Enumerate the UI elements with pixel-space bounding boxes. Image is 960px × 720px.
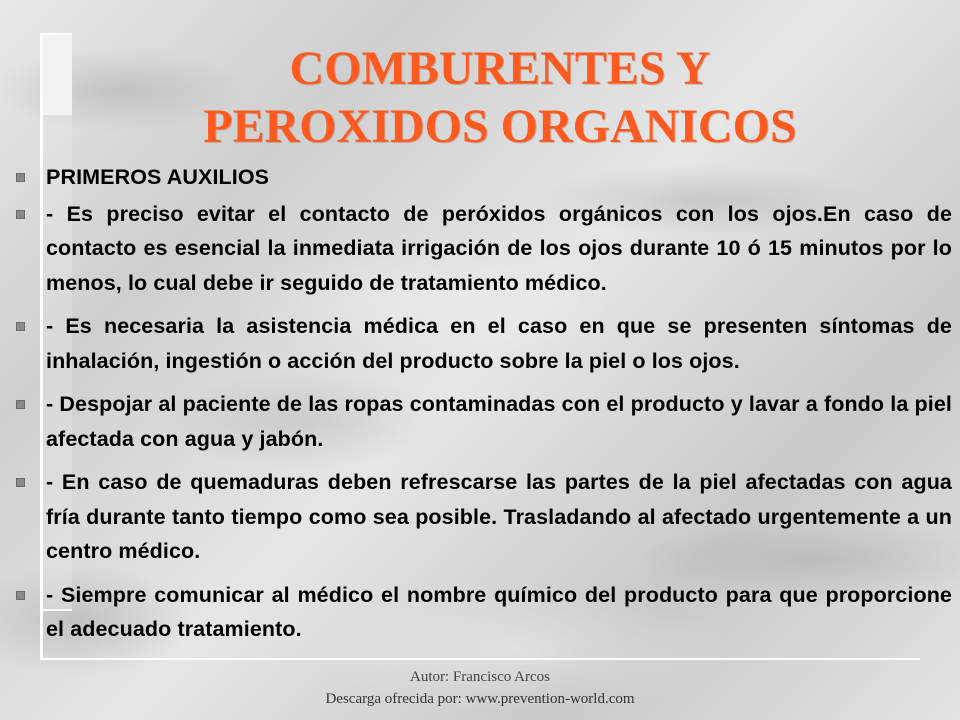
list-item-text: - Es necesaria la asistencia médica en el caso en que se presenten síntomas de inhalación, ingestión o acción del producto sobre la piel o los ojos.: [46, 314, 952, 373]
slide-title: [40, 40, 960, 156]
list-item: [14, 465, 952, 569]
list-item: [14, 387, 952, 456]
list-item-text: - Siempre comunicar al médico el nombre químico del producto para que proporcione el adecuado tratamiento.: [46, 582, 952, 641]
square-bullet-icon: [16, 210, 25, 219]
square-bullet-icon: [16, 322, 25, 331]
list-item-text: - Despojar al paciente de las ropas contaminadas con el producto y lavar a fondo la piel afectada con agua y jabón.: [46, 392, 952, 451]
square-bullet-icon: [16, 478, 25, 487]
list-item-text: - En caso de quemaduras deben refrescarse las partes de la piel afectadas con agua fría durante tanto tiempo como sea posible. Trasladando al afectado urgentemente a un centro médico.: [46, 470, 952, 563]
list-item-text: - Es preciso evitar el contacto de peróxidos orgánicos con los ojos.En caso de contacto es esencial la inmediata irrigación de los ojos durante 10 ó 15 minutos por lo menos, lo cual debe ir seguido de tratamiento médico.: [46, 201, 952, 295]
square-bullet-icon: [16, 400, 25, 409]
list-item: [14, 578, 952, 647]
title-line-1: COMBURENTES Y: [289, 42, 711, 95]
footer-author: Autor: Francisco Arcos: [410, 669, 550, 685]
title-line-2: PEROXIDOS ORGANICOS: [203, 100, 797, 153]
square-bullet-icon: [16, 591, 25, 600]
list-item-heading: [14, 160, 952, 195]
list-item: [14, 309, 952, 378]
list-item: [14, 197, 952, 301]
bullet-list: [14, 160, 952, 656]
square-bullet-icon: [16, 173, 25, 182]
footer-download-credit: Descarga ofrecida por: www.prevention-world.com: [325, 691, 635, 707]
list-item-text: PRIMEROS AUXILIOS: [46, 165, 270, 189]
